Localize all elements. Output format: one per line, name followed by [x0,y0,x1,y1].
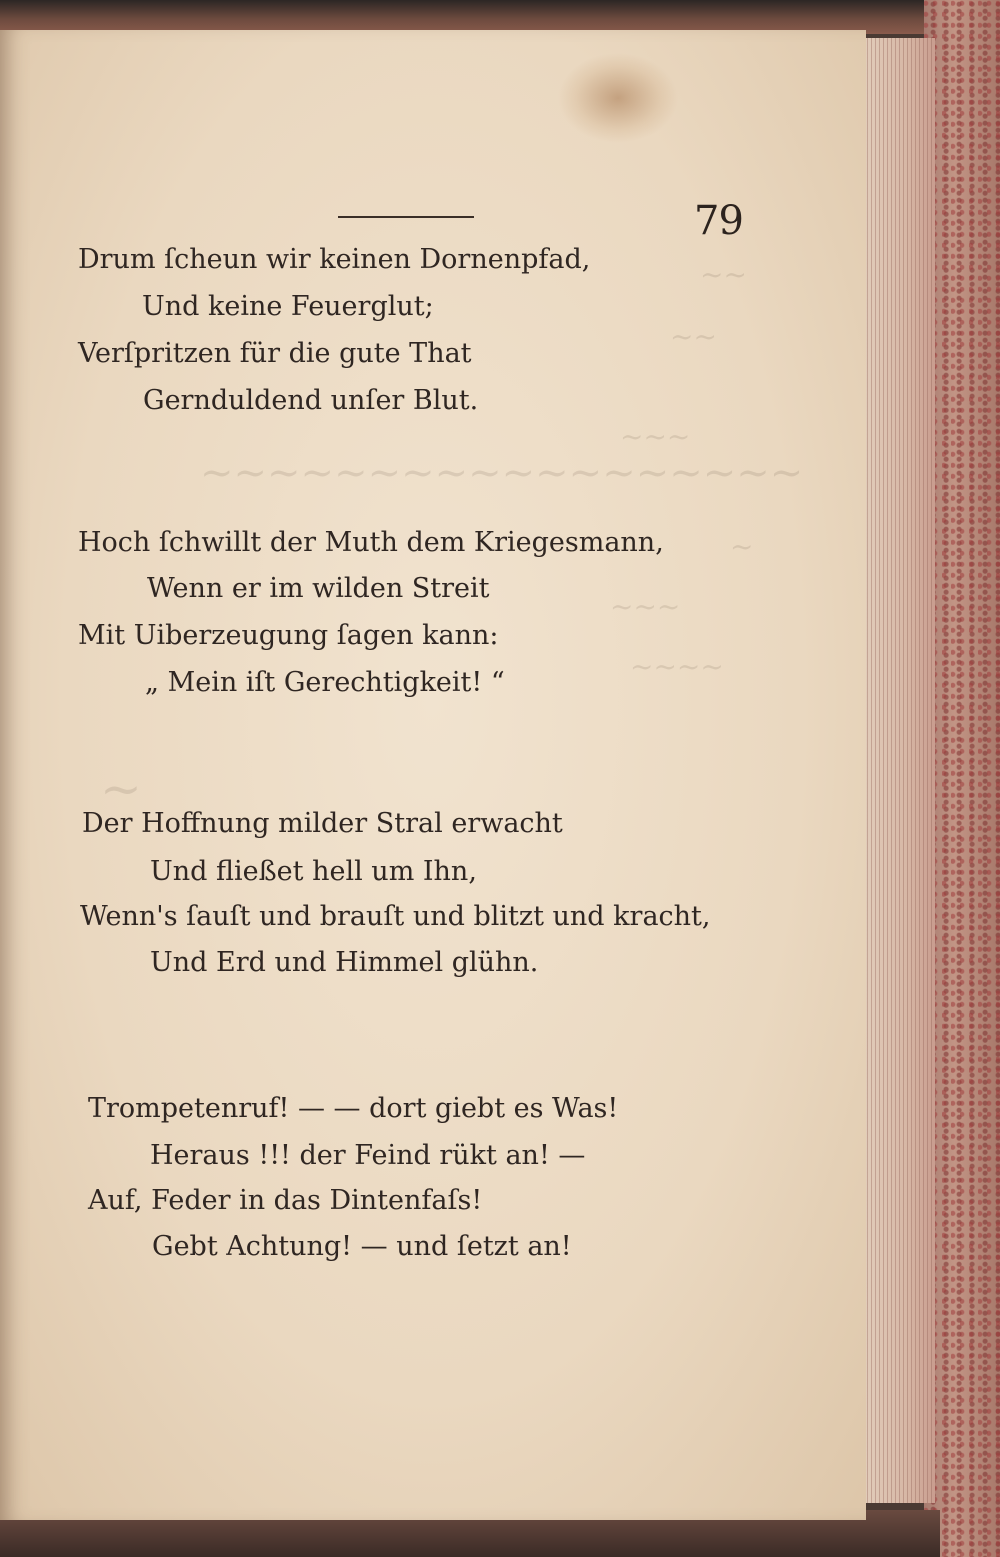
stanza-1-line-4: Gernduldend unſer Blut. [143,385,479,416]
stanza-3-line-2: Und fließet hell um Ihn, [150,856,477,887]
stanza-2-line-3: Mit Uiberzeugung ſagen kann: [78,620,499,651]
stanza-4-line-2: Heraus !!! der Feind rükt an! — [150,1140,586,1171]
stanza-1-line-3: Verſpritzen für die gute That [78,338,472,369]
book-cover-top-edge [0,0,1000,34]
stanza-2-line-1: Hoch ſchwillt der Muth dem Kriegesmann, [78,527,664,558]
bleed-through-show: ~~ ~~ ~~~ ~~~~~~~~~~~~~~~~~~ ~ ~~~ ~~~~ ~ [100,258,804,818]
stanza-3-line-3: Wenn's ſauſt und brauſt und blitzt und kracht, [80,901,711,932]
stanza-3-line-1: Der Hoffnung milder Stral erwacht [82,808,563,839]
page-stack-edges [862,38,935,1503]
stanza-4-line-4: Gebt Achtung! — und ſetzt an! [152,1231,572,1262]
page-paper [0,30,866,1520]
stanza-3-line-4: Und Erd und Himmel glühn. [150,947,539,978]
stanza-2-line-2: Wenn er im wilden Streit [147,573,490,604]
stanza-1-line-2: Und keine Feuerglut; [142,291,434,322]
header-rule [338,216,474,218]
stanza-2-line-4: „ Mein iſt Gerechtigkeit! “ [145,667,505,698]
page-number: 79 [694,198,743,244]
stanza-4-line-1: Trompetenruf! — — dort giebt es Was! [88,1093,619,1124]
stanza-1-line-1: Drum ſcheun wir keinen Dornenpfad, [78,244,591,275]
book-cover-right-edge [924,0,1000,1557]
stanza-4-line-3: Auf, Feder in das Dintenfaſs! [88,1185,483,1216]
